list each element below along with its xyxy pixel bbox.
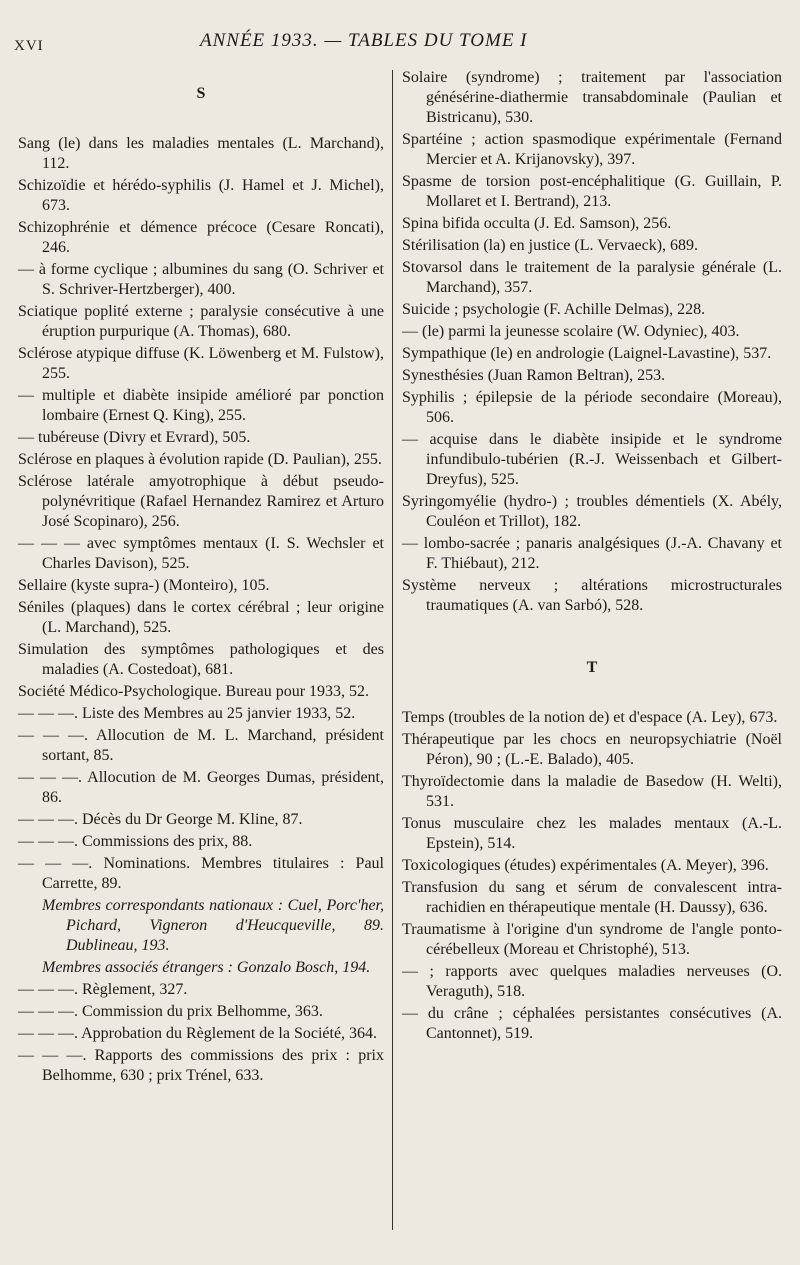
index-entry: Séniles (plaques) dans le cortex cérébral ; leur origine (L. Marchand), 525. — [18, 599, 384, 636]
index-entry: Simulation des symptômes pathologiques et des maladies (A. Costedoat), 681. — [18, 641, 384, 678]
section-letter-t: T — [586, 659, 598, 676]
index-entry: Spartéine ; action spasmodique expérimentale (Fernand Mercier et A. Krijanovsky), 397. — [402, 131, 782, 168]
index-entry: — — —. Commissions des prix, 88. — [18, 833, 253, 850]
index-entry: — — —. Allocution de M. Georges Dumas, président, 86. — [18, 769, 384, 806]
index-entry: Traumatisme à l'origine d'un syndrome de l'angle ponto-cérébelleux (Moreau et Christophé), 513. — [402, 921, 782, 958]
left-column — [18, 78, 384, 1088]
index-entry: — — —. Commission du prix Belhomme, 363. — [18, 1003, 323, 1020]
index-entry: Temps (troubles de la notion de) et d'espace (A. Ley), 673. — [402, 709, 778, 726]
index-entry: Sciatique poplité externe ; paralysie consécutive à une éruption purpurique (A. Thomas), 680. — [18, 303, 384, 340]
index-entry: Stérilisation (la) en justice (L. Vervaeck), 689. — [402, 237, 699, 254]
index-entry: Schizophrénie et démence précoce (Cesare Roncati), 246. — [18, 219, 384, 256]
index-entry: — acquise dans le diabète insipide et le syndrome infundibulo-tubérien (R.-J. Weissenbach et Gilbert-Dreyfus), 525. — [402, 431, 782, 488]
index-entry: — — —. Décès du Dr George M. Kline, 87. — [18, 811, 303, 828]
index-entry: Stovarsol dans le traitement de la paralysie générale (L. Marchand), 357. — [402, 259, 782, 296]
index-entry: Suicide ; psychologie (F. Achille Delmas), 228. — [402, 301, 706, 318]
index-entry: — — — avec symptômes mentaux (I. S. Wechsler et Charles Davison), 525. — [18, 535, 384, 572]
index-entry: Sclérose atypique diffuse (K. Löwenberg et M. Fulstow), 255. — [18, 345, 384, 382]
index-entry: Sclérose en plaques à évolution rapide (D. Paulian), 255. — [18, 451, 382, 468]
index-entry: Spina bifida occulta (J. Ed. Samson), 256. — [402, 215, 672, 232]
index-entry: Sang (le) dans les maladies mentales (L. Marchand), 112. — [18, 135, 384, 172]
index-entry: — — —. Approbation du Règlement de la Société, 364. — [18, 1025, 378, 1042]
index-entry: — multiple et diabète insipide amélioré par ponction lombaire (Ernest Q. King), 255. — [18, 387, 384, 424]
index-entry: — — —. Règlement, 327. — [18, 981, 188, 998]
index-entry: Système nerveux ; altérations microstructurales traumatiques (A. van Sarbó), 528. — [402, 577, 782, 614]
running-title: ANNÉE 1933. — TABLES DU TOME I — [200, 30, 528, 51]
index-entry: Syphilis ; épilepsie de la période secondaire (Moreau), 506. — [402, 389, 782, 426]
index-entry: Membres correspondants nationaux : Cuel, Porc'her, Pichard, Vigneron d'Heucqueville, 89. Dublineau, 193. — [42, 897, 384, 954]
index-entry: — — —. Allocution de M. L. Marchand, président sortant, 85. — [18, 727, 384, 764]
page-folio: XVI — [14, 38, 44, 54]
index-entry: Solaire (syndrome) ; traitement par l'association génésérine-diathermie transabdominale (Paulian et Bistricanu), 530. — [402, 69, 782, 126]
index-entry: — — —. Liste des Membres au 25 janvier 1933, 52. — [18, 705, 356, 722]
index-entry: Synesthésies (Juan Ramon Beltran), 253. — [402, 367, 666, 384]
index-entry: Spasme de torsion post-encéphalitique (G. Guillain, P. Mollaret et I. Bertrand), 213. — [402, 173, 782, 210]
index-entry: — (le) parmi la jeunesse scolaire (W. Odyniec), 403. — [402, 323, 740, 340]
index-entry: — ; rapports avec quelques maladies nerveuses (O. Veraguth), 518. — [402, 963, 782, 1000]
column-rule — [392, 70, 393, 1230]
index-entry: — — —. Rapports des commissions des prix : prix Belhomme, 630 ; prix Trénel, 633. — [18, 1047, 384, 1084]
index-entry: Transfusion du sang et sérum de convalescent intra-rachidien en thérapeutique mentale (H. Daussy), 636. — [402, 879, 782, 916]
index-entry: — — —. Nominations. Membres titulaires : Paul Carrette, 89. — [18, 855, 384, 892]
index-entry: Thérapeutique par les chocs en neuropsychiatrie (Noël Péron), 90 ; (L.-E. Balado), 405. — [402, 731, 782, 768]
index-entry: — tubéreuse (Divry et Evrard), 505. — [18, 429, 251, 446]
section-letter-s: S — [196, 85, 206, 102]
index-entry: Syringomyélie (hydro-) ; troubles démentiels (X. Abély, Couléon et Trillot), 182. — [402, 493, 782, 530]
index-entry: Société Médico-Psychologique. Bureau pour 1933, 52. — [18, 683, 370, 700]
right-column — [402, 68, 782, 1046]
index-entry: Membres associés étrangers : Gonzalo Bosch, 194. — [42, 959, 371, 976]
index-entry: Toxicologiques (études) expérimentales (A. Meyer), 396. — [402, 857, 769, 874]
index-entry: Schizoïdie et hérédo-syphilis (J. Hamel et J. Michel), 673. — [18, 177, 384, 214]
index-entry: Sympathique (le) en andrologie (Laignel-Lavastine), 537. — [402, 345, 772, 362]
index-entry: — du crâne ; céphalées persistantes consécutives (A. Cantonnet), 519. — [402, 1005, 782, 1042]
index-entry: Tonus musculaire chez les malades mentaux (A.-L. Epstein), 514. — [402, 815, 782, 852]
index-entry: Sellaire (kyste supra-) (Monteiro), 105. — [18, 577, 270, 594]
index-entry: — lombo-sacrée ; panaris analgésiques (J.-A. Chavany et F. Thiébaut), 212. — [402, 535, 782, 572]
index-entry: Sclérose latérale amyotrophique à début pseudo-polynévritique (Rafael Hernandez Ramirez et Arturo José Scopinaro), 256. — [18, 473, 384, 530]
index-entry: Thyroïdectomie dans la maladie de Basedow (H. Welti), 531. — [402, 773, 782, 810]
index-entry: — à forme cyclique ; albumines du sang (O. Schriver et S. Schriver-Hertzberger), 400. — [18, 261, 384, 298]
